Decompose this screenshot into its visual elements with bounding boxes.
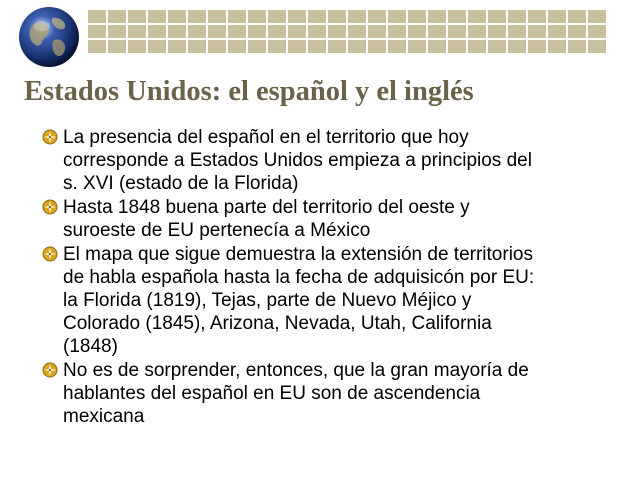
compass-bullet-icon — [42, 246, 58, 262]
bullet-text: La presencia del español en el territorio que hoy corresponde a Estados Unidos empieza a principios del s. XVI (estado de la Florida) — [63, 127, 532, 194]
bullet-item — [42, 243, 602, 358]
header-grid-decoration — [88, 10, 608, 55]
compass-bullet-icon — [42, 199, 58, 215]
compass-bullet-icon — [42, 129, 58, 145]
bullet-text: No es de sorprender, entonces, que la gran mayoría de hablantes del español en EU son de ascendencia mexicana — [63, 360, 529, 427]
bullet-text: Hasta 1848 buena parte del territorio del oeste y suroeste de EU pertenecía a México — [63, 197, 470, 241]
bullet-item — [42, 196, 602, 242]
bullet-item — [42, 359, 602, 428]
slide-title: Estados Unidos: el español y el inglés — [24, 76, 474, 107]
bullet-text: El mapa que sigue demuestra la extensión de territorios de habla española hasta la fecha de adquisicón por EU: la Florida (1819), Tejas, parte de Nuevo Méjico y Colorado (1845), Arizona, Nevada, Utah, California (1848) — [63, 244, 535, 357]
bullet-item — [42, 126, 602, 195]
bullet-list — [42, 126, 602, 429]
globe-icon — [18, 6, 80, 68]
compass-bullet-icon — [42, 362, 58, 378]
